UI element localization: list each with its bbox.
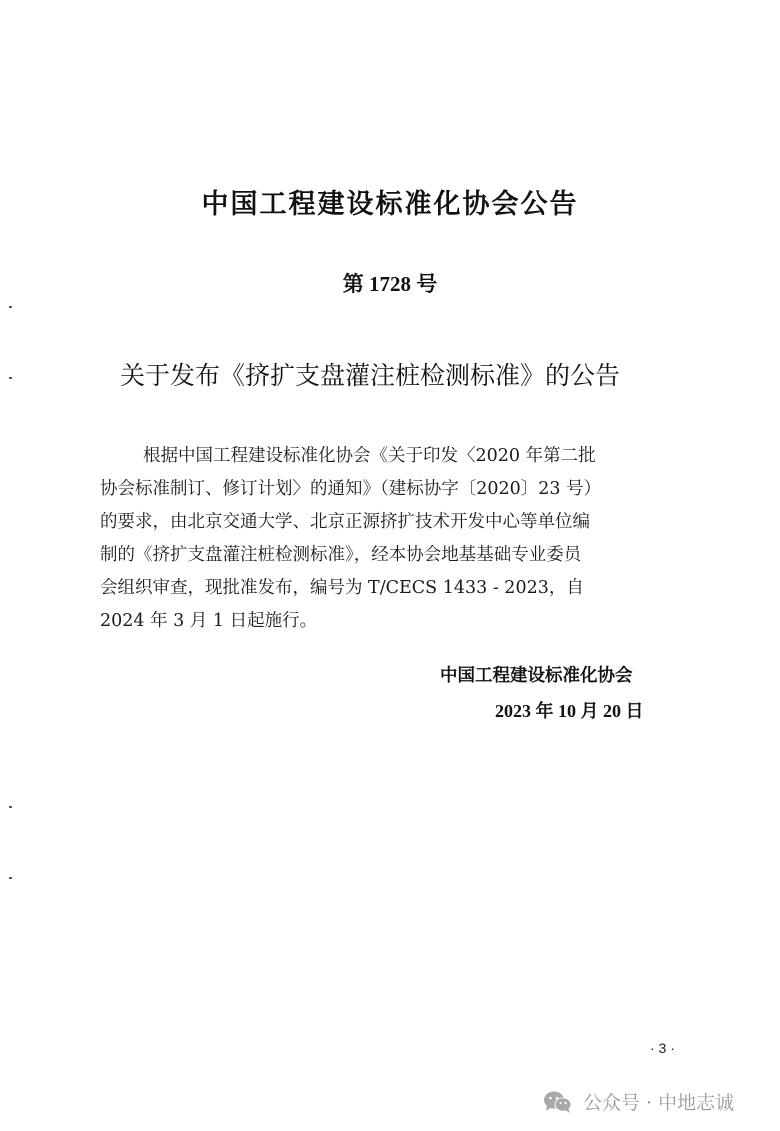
announcement-subtitle: 关于发布《挤扩支盘灌注桩检测标准》的公告 bbox=[120, 361, 621, 390]
body-line: 2024 年 3 月 1 日起施行。 bbox=[100, 611, 318, 631]
page-number: · 3 · bbox=[650, 1040, 675, 1056]
watermark bbox=[543, 1088, 734, 1115]
issuer-signature: 中国工程建设标准化协会 bbox=[440, 666, 633, 686]
announcement-body bbox=[100, 440, 680, 638]
body-line: 的要求，由北京交通大学、北京正源挤扩技术开发中心等单位编 bbox=[100, 512, 590, 532]
body-line: 根据中国工程建设标准化协会《关于印发〈2020 年第二批 bbox=[143, 446, 596, 466]
body-line: 制的《挤扩支盘灌注桩检测标准》，经本协会地基基础专业委员 bbox=[100, 545, 582, 565]
margin-mark bbox=[9, 877, 12, 879]
margin-mark bbox=[9, 306, 12, 308]
announcement-number: 第 1728 号 bbox=[342, 272, 438, 296]
watermark-text: 公众号 · 中地志诚 bbox=[583, 1092, 735, 1114]
wechat-icon bbox=[543, 1090, 573, 1114]
body-line: 会组织审查，现批准发布，编号为 T/CECS 1433 - 2023，自 bbox=[100, 578, 584, 598]
body-line: 协会标准制订、修订计划〉的通知》（建标协字〔2020〕23 号） bbox=[100, 479, 602, 499]
margin-mark bbox=[9, 377, 12, 379]
margin-mark bbox=[9, 806, 12, 808]
issue-date: 2023 年 10 月 20 日 bbox=[495, 701, 644, 721]
document-title: 中国工程建设标准化协会公告 bbox=[201, 189, 579, 220]
